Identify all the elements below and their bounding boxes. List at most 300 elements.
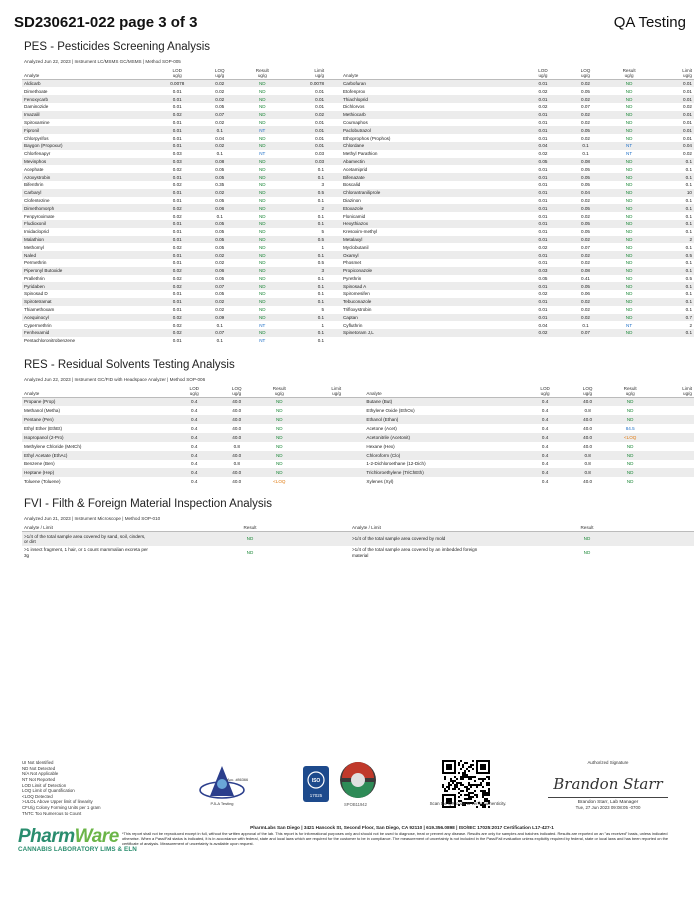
pes-cell: 0.1 xyxy=(685,291,692,297)
pes-cell: 0.01 xyxy=(172,291,182,297)
pes-cell: ND xyxy=(241,204,284,212)
column-spacer xyxy=(326,165,341,173)
column-spacer xyxy=(343,433,364,442)
res-analyte: Benzene (Ben) xyxy=(24,461,55,467)
pes-cell: 0.05 xyxy=(215,275,225,281)
pes-cell: 0.05 xyxy=(215,197,225,203)
pes-cell: 0.01 xyxy=(522,251,565,259)
res-cell xyxy=(301,424,344,433)
pes-row xyxy=(22,259,694,267)
pes-cell: 0.05 xyxy=(522,158,565,166)
pes-cell: ND xyxy=(258,119,266,125)
pes-analyte: Spinetoram J,L xyxy=(341,329,522,337)
res-row xyxy=(22,415,694,424)
pes-cell: 2 xyxy=(651,236,694,244)
legend-item: >ULOL Above Upper limit of linearity xyxy=(22,799,93,805)
pes-row xyxy=(22,197,694,205)
res-cell: 0.4 xyxy=(173,397,216,406)
res-cell: ND xyxy=(626,479,634,485)
column-spacer xyxy=(343,397,364,406)
pes-analyte: Tebuconazole xyxy=(341,298,522,306)
res-analyte: Pentane (Pen) xyxy=(22,415,173,424)
pes-cell: ND xyxy=(258,260,266,266)
pes-cell: 0.04 xyxy=(564,189,607,197)
pes-analyte: Bifenazate xyxy=(341,173,522,181)
res-analyte: Acetonitrile (Acetonit) xyxy=(364,433,523,442)
pes-cell: 0.01 xyxy=(683,119,692,125)
pharmware-word-2: Ware xyxy=(74,826,119,847)
column-spacer xyxy=(326,142,341,150)
res-col-limit: Limit ug/g xyxy=(682,385,692,396)
signature-line xyxy=(548,797,668,798)
res-cell: 0.4 xyxy=(524,468,567,477)
pes-cell: 0.07 xyxy=(581,104,590,110)
qr-caption: Scan the QR code to verify authenticity. xyxy=(429,801,507,806)
pes-cell: 3 xyxy=(321,182,325,188)
pes-row xyxy=(22,111,694,119)
pes-row xyxy=(22,337,694,345)
res-cell: ND xyxy=(258,451,301,460)
pes-cell: ND xyxy=(607,189,652,197)
res-col-result: Result ug/g xyxy=(623,385,637,396)
column-spacer xyxy=(326,298,341,306)
pes-analyte: Spinosad D xyxy=(24,291,48,297)
pes-cell: ND xyxy=(625,88,633,94)
column-spacer xyxy=(343,384,364,398)
res-cell: 40.0 xyxy=(566,415,609,424)
pes-cell: 0.01 xyxy=(156,173,199,181)
pes-cell: ND xyxy=(607,204,652,212)
legend-item: <LOQ Detected xyxy=(22,793,53,799)
column-spacer xyxy=(326,236,341,244)
pes-cell: 0.01 xyxy=(156,189,199,197)
pes-cell: ND xyxy=(607,95,652,103)
pes-cell: ND xyxy=(625,307,633,313)
pes-analyte: Chlorantraniliprole xyxy=(341,189,522,197)
pes-cell: 0.02 xyxy=(156,329,199,337)
pes-cell: 0.01 xyxy=(315,119,325,125)
pes-cell: 0.02 xyxy=(581,307,590,313)
pes-cell: ND xyxy=(258,307,266,313)
pes-cell: 0.01 xyxy=(156,126,199,134)
res-cell xyxy=(651,451,694,460)
pes-cell: 0.1 xyxy=(651,329,694,337)
pes-cell: 0.04 xyxy=(651,142,694,150)
pes-cell: ND xyxy=(625,104,633,110)
res-col-analyte: Analyte xyxy=(24,390,40,396)
pes-analyte: Aldicarb xyxy=(22,80,156,88)
res-cell: 40.0 xyxy=(583,425,593,431)
res-cell: 40.0 xyxy=(232,425,242,431)
pes-cell: 0.01 xyxy=(172,88,182,94)
pjla-acc-number: Acc. #86366 xyxy=(227,778,249,782)
res-col-result: Result ug/g xyxy=(272,385,286,396)
pes-cell: 0.01 xyxy=(683,88,692,94)
pes-analyte: Pentachloronitrobenzene xyxy=(24,338,76,344)
pes-cell: 0.1 xyxy=(284,220,327,228)
pes-cell: ND xyxy=(241,173,284,181)
pes-cell: 0.01 xyxy=(538,307,548,313)
pes-cell: 0.07 xyxy=(199,111,242,119)
res-cell xyxy=(651,406,694,415)
column-spacer xyxy=(326,228,341,236)
pes-cell: ND xyxy=(607,314,652,322)
res-cell: ND xyxy=(609,397,652,406)
pes-cell: 0.05 xyxy=(215,244,225,250)
column-spacer xyxy=(326,212,341,220)
pes-analyte: Imazalil xyxy=(22,111,156,119)
column-spacer xyxy=(326,87,341,95)
column-spacer xyxy=(343,477,364,486)
res-cell xyxy=(651,442,694,451)
pes-cell: 0.1 xyxy=(651,267,694,275)
pes-cell: 0.02 xyxy=(172,322,182,328)
pes-cell: 0.07 xyxy=(581,244,590,250)
res-cell: 0.8 xyxy=(233,461,240,467)
pes-cell: 0.01 xyxy=(538,135,548,141)
pes-cell: 0.01 xyxy=(172,307,182,313)
column-spacer xyxy=(326,220,341,228)
pes-analyte: Baygon (Propoxur) xyxy=(22,142,156,150)
pes-cell: 0.02 xyxy=(199,95,242,103)
pes-row xyxy=(22,298,694,306)
column-spacer xyxy=(343,442,364,451)
pes-analyte: Clofentezine xyxy=(24,197,50,203)
pes-cell: 0.1 xyxy=(651,158,694,166)
res-cell xyxy=(651,433,694,442)
pes-cell: 0.1 xyxy=(216,151,223,157)
res-cell: 40.0 xyxy=(216,433,259,442)
pes-row xyxy=(22,126,694,134)
pes-analyte: Pyrethrin xyxy=(342,275,362,281)
pes-cell: 0.1 xyxy=(284,282,327,290)
pes-cell: 0.03 xyxy=(156,158,199,166)
pes-cell xyxy=(564,337,607,345)
pes-analyte: Kresoxim-methyl xyxy=(342,229,378,235)
pes-cell: 0.01 xyxy=(522,298,565,306)
column-spacer xyxy=(326,321,341,329)
legend-item: CFU/g Colony Forming Units per 1 gram xyxy=(22,805,101,810)
res-header-row xyxy=(22,384,694,398)
column-spacer xyxy=(326,134,341,142)
pes-cell: 0.1 xyxy=(651,298,694,306)
column-spacer xyxy=(326,173,341,181)
res-analyte: Ethylene Oxide (EthOx) xyxy=(366,408,415,414)
pes-row xyxy=(22,173,694,181)
res-row xyxy=(22,460,694,469)
pharmware-logo xyxy=(18,826,137,853)
pes-cell: 0.01 xyxy=(156,142,199,150)
pes-cell: 5 xyxy=(321,229,325,235)
pes-cell: 0.1 xyxy=(317,166,325,172)
res-cell: 40.0 xyxy=(216,451,259,460)
pes-cell: ND xyxy=(258,166,266,172)
pes-cell: 0.02 xyxy=(581,213,590,219)
pes-cell: 0.02 xyxy=(172,182,182,188)
pes-cell: 3 xyxy=(284,267,327,275)
fvi-col-result: Result xyxy=(243,525,257,531)
pes-analyte: Cypermethrin xyxy=(24,322,52,328)
pes-col-loq: LOQ ug/g xyxy=(214,68,225,79)
pes-row xyxy=(22,150,694,158)
column-spacer xyxy=(326,150,341,158)
pes-cell: 2 xyxy=(284,204,327,212)
res-cell: 0.4 xyxy=(524,451,567,460)
res-row xyxy=(22,442,694,451)
pes-cell: 0.04 xyxy=(215,135,225,141)
pes-cell: 0.01 xyxy=(522,173,565,181)
fvi-analyte: >1/4 of the total sample area covered by sand, soil, cinders, or dirt xyxy=(22,532,150,546)
svg-text:ISO: ISO xyxy=(311,778,321,784)
pes-col-loq: LOQ ug/g xyxy=(580,68,591,79)
res-cell xyxy=(301,415,344,424)
pes-cell: 0.01 xyxy=(172,229,182,235)
legend-item: UI Not Identified xyxy=(22,760,54,765)
res-cell: ND xyxy=(626,461,634,467)
pes-row xyxy=(22,181,694,189)
pes-col-analyte: Analyte xyxy=(24,73,40,79)
pes-cell: 0.01 xyxy=(538,213,548,219)
pes-cell: 0.07 xyxy=(199,282,242,290)
res-cell xyxy=(651,415,694,424)
pes-cell: ND xyxy=(607,158,652,166)
pes-cell: ND xyxy=(241,80,284,88)
pes-cell: 0.1 xyxy=(651,282,694,290)
pes-row xyxy=(22,228,694,236)
pes-cell: ND xyxy=(258,213,266,219)
fvi-cell: ND xyxy=(246,550,254,556)
res-cell: 0.4 xyxy=(191,479,198,485)
column-spacer xyxy=(326,95,341,103)
fvi-col-analyte: Analyte / Limit xyxy=(352,525,381,531)
pes-cell: 2 xyxy=(689,322,692,328)
pes-cell: 0.05 xyxy=(581,182,590,188)
pes-analyte: Naled xyxy=(22,251,156,259)
res-analyte: Chloroform (Clo) xyxy=(364,451,523,460)
res-cell: 40.0 xyxy=(216,415,259,424)
res-cell: 0.4 xyxy=(173,451,216,460)
pes-cell: 0.06 xyxy=(199,204,242,212)
pes-table xyxy=(22,66,694,345)
res-cell: 0.4 xyxy=(191,425,198,431)
pes-cell: 0.01 xyxy=(172,197,182,203)
pes-cell: 0.01 xyxy=(156,95,199,103)
pes-cell: 10 xyxy=(651,189,694,197)
pes-cell: ND xyxy=(258,88,266,94)
pes-cell: ND xyxy=(625,291,633,297)
pes-cell: 0.01 xyxy=(172,338,182,344)
column-spacer xyxy=(326,181,341,189)
pes-cell: 0.01 xyxy=(538,182,548,188)
pes-col-limit: Limit ug/g xyxy=(314,68,325,79)
pes-cell: 0.02 xyxy=(683,151,692,157)
pes-analyte: Carbofuran xyxy=(341,80,522,88)
res-col-analyte: Analyte xyxy=(366,390,382,396)
pes-cell: ND xyxy=(607,298,652,306)
pes-cell: 0.04 xyxy=(522,142,565,150)
res-rows xyxy=(22,397,694,486)
pes-cell: 0.02 xyxy=(538,151,548,157)
pes-cell: 0.1 xyxy=(317,197,325,203)
pes-row xyxy=(22,290,694,298)
signer-name: Brandon Starr, Lab Manager xyxy=(577,800,639,805)
pes-cell: 0.01 xyxy=(651,95,694,103)
fvi-section xyxy=(14,498,686,560)
pes-analyte xyxy=(341,337,522,345)
pes-cell: 0.05 xyxy=(581,88,590,94)
res-cell xyxy=(301,442,344,451)
pes-row xyxy=(22,243,694,251)
pes-cell: 0.01 xyxy=(315,135,325,141)
res-cell: 40.0 xyxy=(232,408,242,414)
res-col-limit: Limit ug/g xyxy=(331,385,342,396)
res-cell xyxy=(651,477,694,486)
pes-cell: 0.0078 xyxy=(156,80,199,88)
res-analyte: Ethyl Acetate (EthAc) xyxy=(22,451,173,460)
pes-cell: NT xyxy=(259,151,266,157)
pes-cell: 0.01 xyxy=(651,111,694,119)
pes-cell: ND xyxy=(607,126,652,134)
res-cell: 0.8 xyxy=(584,461,591,467)
pes-title: PES - Pesticides Screening Analysis xyxy=(24,41,211,53)
pes-cell: 0.02 xyxy=(156,314,199,322)
pes-analyte: Coumaphos xyxy=(342,119,368,125)
pes-cell: 0.01 xyxy=(538,229,548,235)
res-cell xyxy=(301,477,344,486)
pes-cell: 0.02 xyxy=(215,260,225,266)
pes-cell: 0.05 xyxy=(564,282,607,290)
pes-cell: 0.05 xyxy=(199,220,242,228)
pes-cell: 0.5 xyxy=(651,251,694,259)
pes-cell: 0.07 xyxy=(564,329,607,337)
pes-row xyxy=(22,275,694,283)
pes-cell: 0.06 xyxy=(581,291,590,297)
pes-analyte: Spirotetramat xyxy=(22,298,156,306)
pes-cell: 0.01 xyxy=(284,126,327,134)
pes-cell: NT xyxy=(607,142,652,150)
pes-cell: 0.02 xyxy=(215,88,225,94)
pes-cell: 0.35 xyxy=(215,182,225,188)
pes-cell: ND xyxy=(607,220,652,228)
res-cell: 0.4 xyxy=(541,461,549,467)
pes-cell xyxy=(651,337,694,345)
pes-cell: NT xyxy=(259,322,266,328)
pes-cell: 0.01 xyxy=(522,111,565,119)
pes-cell: NT xyxy=(626,151,633,157)
pes-analyte: Acequinocyl xyxy=(22,314,156,322)
pes-cell: ND xyxy=(241,251,284,259)
res-analyte: Methylene Chloride (MetCh) xyxy=(24,443,82,449)
pes-cell: 0.02 xyxy=(156,267,199,275)
pes-analyte: Bifenthrin xyxy=(24,182,44,188)
column-spacer xyxy=(326,267,341,275)
res-cell: 0.4 xyxy=(191,443,198,449)
pes-row xyxy=(22,158,694,166)
res-cell: ND xyxy=(275,408,283,414)
res-cell: 0.8 xyxy=(566,451,609,460)
pes-analyte: Mevinphos xyxy=(22,158,156,166)
ssb-label: SPOB11942 xyxy=(344,802,367,807)
pes-cell: ND xyxy=(625,182,633,188)
pes-cell: 0.1 xyxy=(685,213,692,219)
res-cell: ND xyxy=(609,451,652,460)
res-row xyxy=(22,468,694,477)
pes-row xyxy=(22,251,694,259)
pes-analyte: Boscalid xyxy=(342,182,361,188)
pes-row xyxy=(22,267,694,275)
column-spacer xyxy=(326,197,341,205)
pes-cell: 0.1 xyxy=(216,338,223,344)
pes-analyte: Pyridaben xyxy=(22,282,156,290)
pes-cell: 0.05 xyxy=(581,229,590,235)
pes-cell: ND xyxy=(258,197,266,203)
column-spacer xyxy=(326,158,341,166)
pes-cell: 0.02 xyxy=(172,166,182,172)
pes-cell: 0.02 xyxy=(683,104,692,110)
res-cell: 40.0 xyxy=(216,468,259,477)
pes-cell: 0.02 xyxy=(199,298,242,306)
column-spacer xyxy=(343,460,364,469)
pes-cell: 0.1 xyxy=(284,298,327,306)
pes-cell: 0.02 xyxy=(538,88,548,94)
res-cell xyxy=(301,397,344,406)
column-spacer xyxy=(326,259,341,267)
pes-analyte: Carbaryl xyxy=(22,189,156,197)
pes-cell: 0.01 xyxy=(522,126,565,134)
pes-cell: 0.01 xyxy=(538,119,548,125)
pes-cell: 0.1 xyxy=(685,229,692,235)
pes-cell: ND xyxy=(241,95,284,103)
pes-cell: 0.1 xyxy=(582,322,589,328)
pes-cell: 0.01 xyxy=(284,95,327,103)
pes-cell: ND xyxy=(258,275,266,281)
pes-cell: 0.03 xyxy=(284,158,327,166)
pes-cell: 0.1 xyxy=(284,314,327,322)
res-cell: 84.5 xyxy=(625,425,635,431)
pes-cell: NT xyxy=(241,126,284,134)
fvi-analyte: >1/4 of the total sample area covered by an imbedded foreign material xyxy=(352,547,478,558)
pes-cell: 1 xyxy=(321,244,325,250)
pes-cell: 0.05 xyxy=(215,166,225,172)
disclaimer: *This report shall not be reproduced except in full, without the written approval of the lab. This report is for informational purposes only and should not be used to diagnose, treat or prevent any disease. Results are only for samples and batches indicated. Results are reported on an "as received" basis, unless indicated otherwise. When a Pass/Fail status is indicated, it is in accordance with federal, state and local laws which are required for the customer to be in compliance. The measurement of uncertainty is not included in the Pass/Fail evaluation unless explicitly required by federal, state or local laws and has been reported on the certificate of analysis. Measurement of uncertainty is available upon request. xyxy=(122,831,668,846)
fvi-cell: ND xyxy=(583,550,591,556)
res-cell: 0.4 xyxy=(173,433,216,442)
column-spacer xyxy=(326,243,341,251)
pes-analyte: Spiroxamine xyxy=(24,119,50,125)
pes-cell: ND xyxy=(241,329,284,337)
pes-analyte: Prallethrin xyxy=(24,275,45,281)
pes-cell: 0.02 xyxy=(199,80,242,88)
pes-analyte: Chlorfenapyr xyxy=(24,151,51,157)
fvi-analyte: >1/4 of the total sample area covered by mold xyxy=(350,532,480,546)
pes-cell: 0.02 xyxy=(564,80,607,88)
pes-cell: 0.1 xyxy=(199,126,242,134)
pes-cell: 0.02 xyxy=(581,260,590,266)
pes-row xyxy=(22,329,694,337)
pes-cell: NT xyxy=(259,338,266,344)
pes-cell: 0.05 xyxy=(199,236,242,244)
column-spacer xyxy=(326,66,341,80)
pes-cell: 0.02 xyxy=(284,111,327,119)
pes-analyte: Abamectin xyxy=(341,158,522,166)
res-cell: 0.4 xyxy=(541,479,549,485)
pes-cell: ND xyxy=(607,267,652,275)
svg-text:17025: 17025 xyxy=(309,793,323,798)
iso-17025-logo xyxy=(303,766,329,802)
pes-analyte: Diazinon xyxy=(342,197,361,203)
pes-cell: 0.01 xyxy=(172,104,182,110)
page-header xyxy=(14,14,686,36)
